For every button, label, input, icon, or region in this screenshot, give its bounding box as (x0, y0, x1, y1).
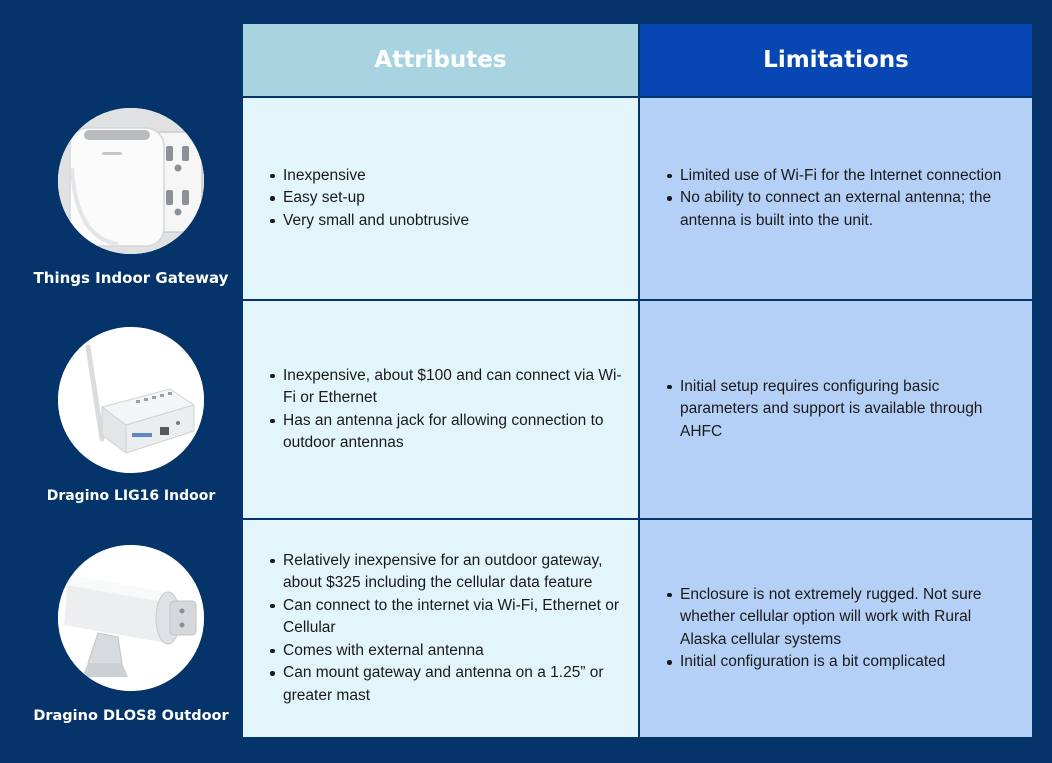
attributes-list (243, 165, 469, 233)
product-name: Dragino LIG16 Indoor (46, 488, 216, 504)
attributes-header-label: Attributes (374, 47, 507, 73)
limitations-header-label: Limitations (763, 47, 909, 73)
list-item: Can mount gateway and antenna on a 1.25” or greater mast (283, 662, 626, 707)
attributes-cell-row-2 (243, 301, 638, 518)
limitations-header (640, 24, 1032, 96)
list-item: Initial configuration is a bit complicated (680, 651, 1018, 674)
product-dragino-dlos8 (20, 545, 242, 724)
attributes-cell-row-3 (243, 520, 638, 737)
attributes-cell-row-1 (243, 98, 638, 299)
product-dragino-lig16 (20, 327, 242, 504)
list-item: Comes with external antenna (283, 640, 626, 663)
list-item: Very small and unobtrusive (283, 210, 469, 233)
limitations-list (640, 584, 1018, 674)
lig16-photo (58, 327, 204, 473)
limitations-list (640, 376, 1018, 444)
limitations-list (640, 165, 1018, 233)
list-item: Inexpensive, about $100 and can connect via Wi-Fi or Ethernet (283, 365, 626, 410)
product-things-indoor-gateway (20, 108, 242, 287)
list-item: Enclosure is not extremely rugged. Not sure whether cellular option will work with Rural Alaska cellular systems (680, 584, 1018, 652)
list-item: Initial setup requires configuring basic parameters and support is available through AHFC (680, 376, 1018, 444)
product-name: Things Indoor Gateway (33, 269, 229, 287)
indoor-gateway-photo (58, 108, 204, 254)
dlos8-photo (58, 545, 204, 691)
limitations-cell-row-2 (640, 301, 1032, 518)
attributes-list (243, 550, 626, 708)
attributes-header (243, 24, 638, 96)
list-item: No ability to connect an external antenna; the antenna is built into the unit. (680, 187, 1018, 232)
attributes-list (243, 365, 626, 455)
list-item: Has an antenna jack for allowing connection to outdoor antennas (283, 410, 626, 455)
list-item: Inexpensive (283, 165, 469, 188)
list-item: Relatively inexpensive for an outdoor gateway, about $325 including the cellular data feature (283, 550, 626, 595)
list-item: Limited use of Wi-Fi for the Internet connection (680, 165, 1018, 188)
limitations-cell-row-3 (640, 520, 1032, 737)
product-name: Dragino DLOS8 Outdoor (33, 708, 229, 724)
list-item: Can connect to the internet via Wi-Fi, Ethernet or Cellular (283, 595, 626, 640)
limitations-cell-row-1 (640, 98, 1032, 299)
list-item: Easy set-up (283, 187, 469, 210)
